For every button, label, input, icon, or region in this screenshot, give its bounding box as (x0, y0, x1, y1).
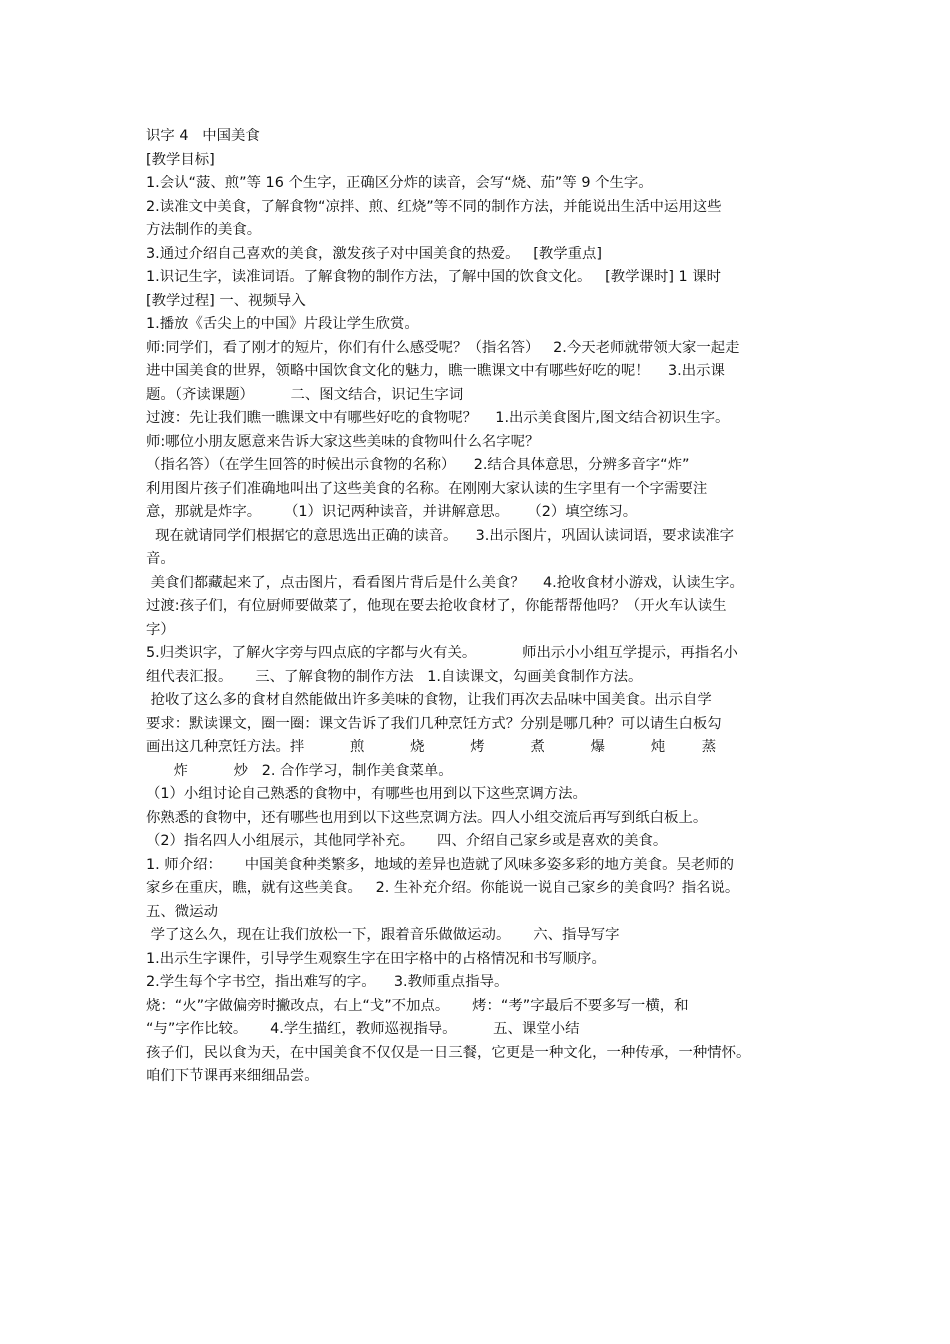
text-line: 组代表汇报。 三、了解食物的制作方法 1.自读课文，勾画美食制作方法。 (146, 668, 643, 685)
text-line: 咱们下节课再来细细品尝。 (146, 1068, 319, 1084)
text-line: 2.读准文中美食，了解食物“凉拌、煎、红烧”等不同的制作方法，并能说出生活中运用这些 (146, 198, 722, 215)
text-line: 过渡:孩子们，有位厨师要做菜了，他现在要去抢收食材了，你能帮帮他吗？（开火车认读生 (146, 598, 727, 614)
text-line: 1.识记生字，读准词语。了解食物的制作方法，了解中国的饮食文化。 [教学课时] 1 课时 (146, 269, 722, 285)
text-line: [教学过程] 一、视频导入 (146, 292, 306, 309)
text-line: （1）小组讨论自己熟悉的食物中，有哪些也用到以下这些烹调方法。 (146, 786, 587, 802)
text-line: 1. 师介绍： 中国美食种类繁多，地域的差异也造就了风味多姿多彩的地方美食。吴老师的 (146, 856, 735, 873)
text-line: （指名答）（在学生回答的时候出示食物的名称） 2.结合具体意思，分辨多音字“炸” (146, 457, 690, 473)
text-line: 3.通过介绍自己喜欢的美食，激发孩子对中国美食的热爱。 [教学重点] (146, 245, 603, 262)
text-line: 题。（齐读课题） 二、图文结合，识记生字词 (146, 386, 464, 403)
doc-title: 识字 4 中国美食 (146, 128, 260, 144)
text-line: 你熟悉的食物中，还有哪些也用到以下这些烹调方法。四人小组交流后再写到纸白板上。 (146, 809, 708, 826)
text-line: （2）指名四人小组展示，其他同学补充。 四、介绍自己家乡或是喜欢的美食。 (146, 833, 668, 849)
text-line: 师:同学们，看了刚才的短片，你们有什么感受呢？（指名答） 2.今天老师就带领大家一起走 (146, 339, 740, 356)
text-line: 2.学生每个字书空，指出难写的字。 3.教师重点指导。 (146, 974, 509, 990)
text-line: 五、微运动 (146, 903, 218, 920)
text-line: 美食们都藏起来了，点击图片，看看图片背后是什么美食？ 4.抢收食材小游戏，认读生字。 (146, 574, 744, 591)
text-line: 抢收了这么多的食材自然能做出许多美味的食物，让我们再次去品味中国美食。出示自学 (146, 692, 712, 708)
text-line: “与”字作比较。 4.学生描红，教师巡视指导。 五、课堂小结 (146, 1021, 580, 1037)
text-line: 1.出示生字课件，引导学生观察生字在田字格中的占格情况和书写顺序。 (146, 950, 606, 967)
text-line: 炸 炒 2. 合作学习，制作美食菜单。 (146, 762, 453, 779)
text-line: 过渡：先让我们瞧一瞧课文中有哪些好吃的食物呢？ 1.出示美食图片,图文结合初识生字。 (146, 410, 730, 426)
text-line: 学了这么久，现在让我们放松一下，跟着音乐做做运动。 六、指导写字 (146, 927, 620, 943)
text-line: 烧：“火”字做偏旁时撇改点，右上“戈”不加点。 烤：“考”字最后不要多写一横，和 (146, 997, 689, 1014)
text-line: 5.归类识字，了解火字旁与四点底的字都与火有关。 师出示小小组互学提示，再指名小 (146, 645, 738, 661)
text-line: 要求：默读课文，圈一圈：课文告诉了我们几种烹饪方式？分别是哪几种？可以请生白板勾 (146, 715, 722, 732)
text-line: 字） (146, 621, 175, 638)
text-line: 进中国美食的世界，领略中国饮食文化的魅力，瞧一瞧课文中有哪些好吃的呢！ 3.出示课 (146, 363, 725, 379)
text-line: 音。 (146, 551, 175, 567)
text-line: 1.会认“菠、煎”等 16 个生字，正确区分炸的读音，会写“烧、茄”等 9 个生字。 (146, 175, 653, 191)
text-line: 1.播放《舌尖上的中国》片段让学生欣赏。 (146, 316, 419, 332)
text-line: 孩子们，民以食为天，在中国美食不仅仅是一日三餐，它更是一种文化，一种传承，一种情怀。 (146, 1044, 751, 1061)
text-line: 利用图片孩子们准确地叫出了这些美食的名称。在刚刚大家认读的生字里有一个字需要注 (146, 480, 708, 497)
lesson-plan-document (146, 125, 810, 1089)
text-line: 现在就请同学们根据它的意思选出正确的读音。 3.出示图片，巩固认读词语，要求读准字 (146, 527, 735, 544)
text-line: 画出这几种烹饪方法。拌 煎 烧 烤 煮 爆 炖 蒸 (146, 739, 717, 755)
text-line: 家乡在重庆，瞧，就有这些美食。 2. 生补充介绍。你能说一说自己家乡的美食吗？指名说。 (146, 880, 740, 896)
section-heading-objectives: [教学目标] (146, 151, 215, 168)
text-line: 师:哪位小朋友愿意来告诉大家这些美味的食物叫什么名字呢？ (146, 433, 540, 450)
text-line: 意，那就是炸字。 （1）识记两种读音，并讲解意思。 （2）填空练习。 (146, 504, 638, 520)
text-line: 方法制作的美食。 (146, 222, 262, 238)
